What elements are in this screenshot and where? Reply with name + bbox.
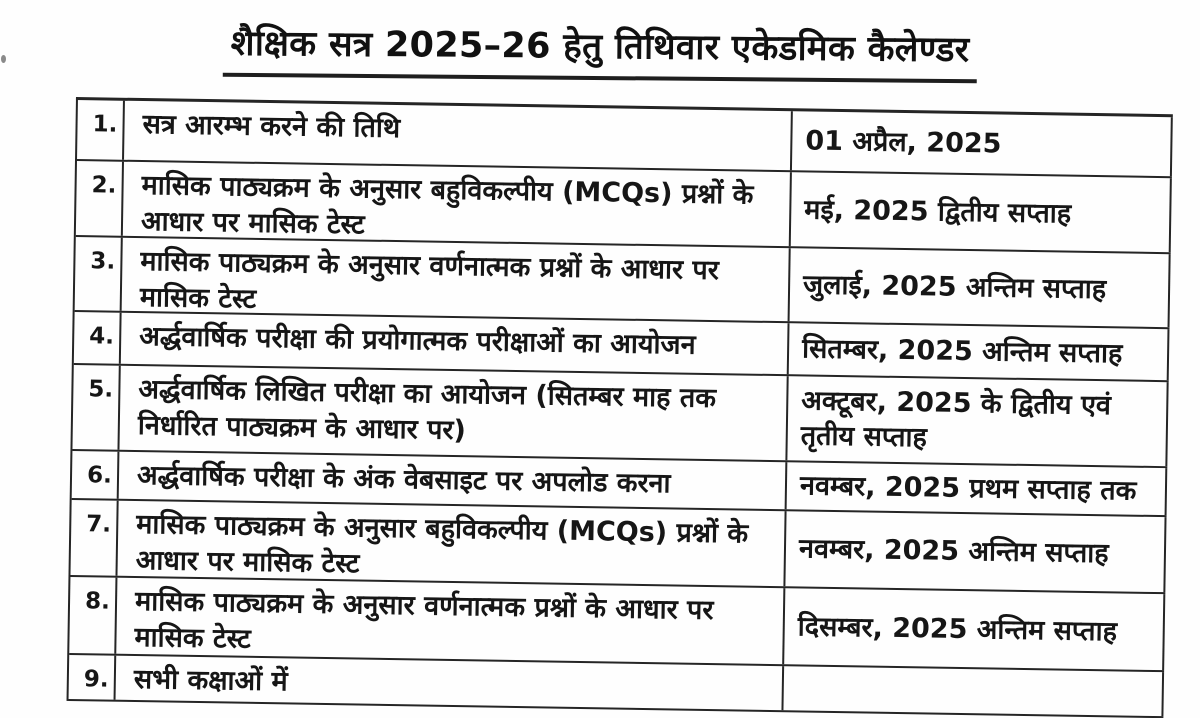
date-cell: मई, 2025 द्वितीय सप्ताह	[791, 172, 1172, 252]
activity-cell: अर्द्धवार्षिक परीक्षा की प्रयोगात्मक परीक्षाओं का आयोजन	[121, 313, 790, 374]
date-cell	[783, 666, 1164, 716]
serial-cell: 2.	[76, 161, 124, 236]
activity-cell: मासिक पाठ्यक्रम के अनुसार बहुविकल्पीय (MCQs) प्रश्नों के आधार पर मासिक टेस्ट	[123, 162, 792, 246]
activity-cell: अर्द्धवार्षिक लिखित परीक्षा का आयोजन (सितम्बर माह तक निर्धारित पाठ्यक्रम के आधार पर)	[119, 366, 788, 460]
date-cell: 01 अप्रैल, 2025	[792, 111, 1173, 176]
activity-cell: सत्र आरम्भ करने की तिथि	[124, 101, 793, 170]
serial-cell: 1.	[77, 100, 125, 160]
activity-cell: मासिक पाठ्यक्रम के अनुसार वर्णनात्मक प्रश्नों के आधार पर मासिक टेस्ट	[122, 238, 791, 321]
activity-cell: मासिक पाठ्यक्रम के अनुसार बहुविकल्पीय (MCQs) प्रश्नों के आधार पर मासिक टेस्ट	[117, 501, 786, 586]
serial-cell: 4.	[74, 312, 122, 364]
academic-calendar-table	[67, 97, 1173, 718]
serial-cell: 6.	[72, 451, 120, 499]
serial-cell: 9.	[69, 655, 117, 700]
serial-cell: 7.	[70, 500, 118, 576]
date-cell: नवम्बर, 2025 प्रथम सप्ताह तक	[787, 462, 1168, 515]
date-cell: अक्टूबर, 2025 के द्वितीय एवं तृतीय सप्ताह	[787, 376, 1168, 466]
date-cell: सितम्बर, 2025 अन्तिम सप्ताह	[789, 323, 1170, 380]
date-cell: जुलाई, 2025 अन्तिम सप्ताह	[790, 248, 1171, 327]
activity-cell: अर्द्धवार्षिक परीक्षा के अंक वेबसाइट पर अपलोड करना	[119, 452, 788, 509]
activity-cell: मासिक पाठ्यक्रम के अनुसार वर्णनात्मक प्रश्नों के आधार पर मासिक टेस्ट	[116, 578, 785, 664]
serial-cell: 8.	[69, 577, 117, 654]
serial-cell: 3.	[75, 237, 123, 311]
date-cell: नवम्बर, 2025 अन्तिम सप्ताह	[785, 511, 1166, 592]
title-bar	[0, 17, 1200, 85]
serial-cell: 5.	[72, 365, 120, 450]
page-title: शैक्षिक सत्र 2025–26 हेतु तिथिवार एकेडमिक कैलेण्डर	[222, 19, 977, 84]
date-cell: दिसम्बर, 2025 अन्तिम सप्ताह	[784, 588, 1165, 670]
activity-cell: सभी कक्षाओं में	[116, 656, 785, 710]
